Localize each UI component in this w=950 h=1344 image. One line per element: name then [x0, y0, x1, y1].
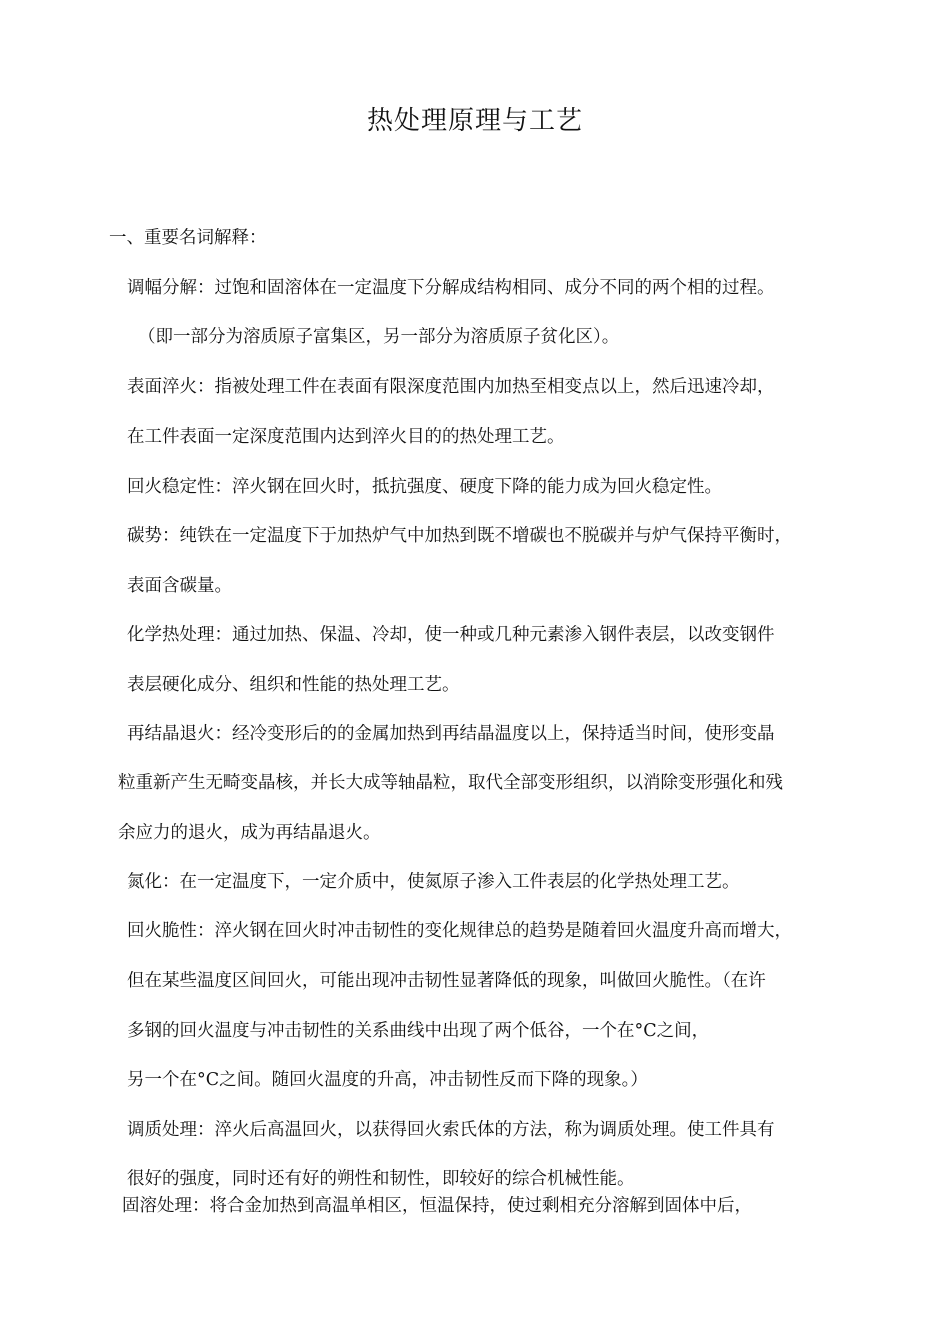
text-line: 固溶处理：将合金加热到高温单相区，恒温保持，使过剩相充分溶解到固体中后，: [122, 1196, 752, 1216]
text-line: 回火稳定性：淬火钢在回火时，抵抗强度、硬度下降的能力成为回火稳定性。: [127, 477, 722, 497]
text-line: 在工件表面一定深度范围内达到淬火目的的热处理工艺。: [127, 427, 565, 447]
text-line: 再结晶退火：经冷变形后的的金属加热到再结晶温度以上，保持适当时间，使形变晶: [127, 724, 775, 744]
text-line: 多钢的回火温度与冲击韧性的关系曲线中出现了两个低谷，一个在°C之间，: [127, 1021, 710, 1041]
text-line: 碳势：纯铁在一定温度下于加热炉气中加热到既不增碳也不脱碳并与炉气保持平衡时，: [127, 526, 792, 546]
text-line: 回火脆性：淬火钢在回火时冲击韧性的变化规律总的趋势是随着回火温度升高而增大，: [127, 921, 792, 941]
text-line: 另一个在°C之间。随回火温度的升高，冲击韧性反而下降的现象。）: [127, 1070, 648, 1090]
text-line: （即一部分为溶质原子富集区，另一部分为溶质原子贫化区）。: [138, 327, 620, 347]
text-line: 调幅分解：过饱和固溶体在一定温度下分解成结构相同、成分不同的两个相的过程。: [127, 278, 775, 298]
text-line: 余应力的退火，成为再结晶退火。: [118, 823, 381, 843]
text-line: 调质处理：淬火后高温回火，以获得回火索氏体的方法，称为调质处理。使工件具有: [127, 1120, 775, 1140]
text-line: 但在某些温度区间回火，可能出现冲击韧性显著降低的现象，叫做回火脆性。（在许: [127, 971, 766, 991]
text-line: 粒重新产生无畸变晶核，并长大成等轴晶粒，取代全部变形组织，以消除变形强化和残: [118, 773, 783, 793]
text-line: 化学热处理：通过加热、保温、冷却，使一种或几种元素渗入钢件表层，以改变钢件: [127, 625, 775, 645]
text-line: 表面淬火：指被处理工件在表面有限深度范围内加热至相变点以上，然后迅速冷却，: [127, 377, 775, 397]
text-line: 表层硬化成分、组织和性能的热处理工艺。: [127, 675, 460, 695]
text-line: 表面含碳量。: [127, 576, 232, 596]
section-heading: 一、重要名词解释：: [109, 228, 267, 248]
document-title: 热处理原理与工艺: [366, 106, 583, 136]
text-line: 很好的强度，同时还有好的朔性和韧性，即较好的综合机械性能。: [127, 1169, 635, 1189]
text-line: 氮化：在一定温度下，一定介质中，使氮原子渗入工件表层的化学热处理工艺。: [127, 872, 740, 892]
